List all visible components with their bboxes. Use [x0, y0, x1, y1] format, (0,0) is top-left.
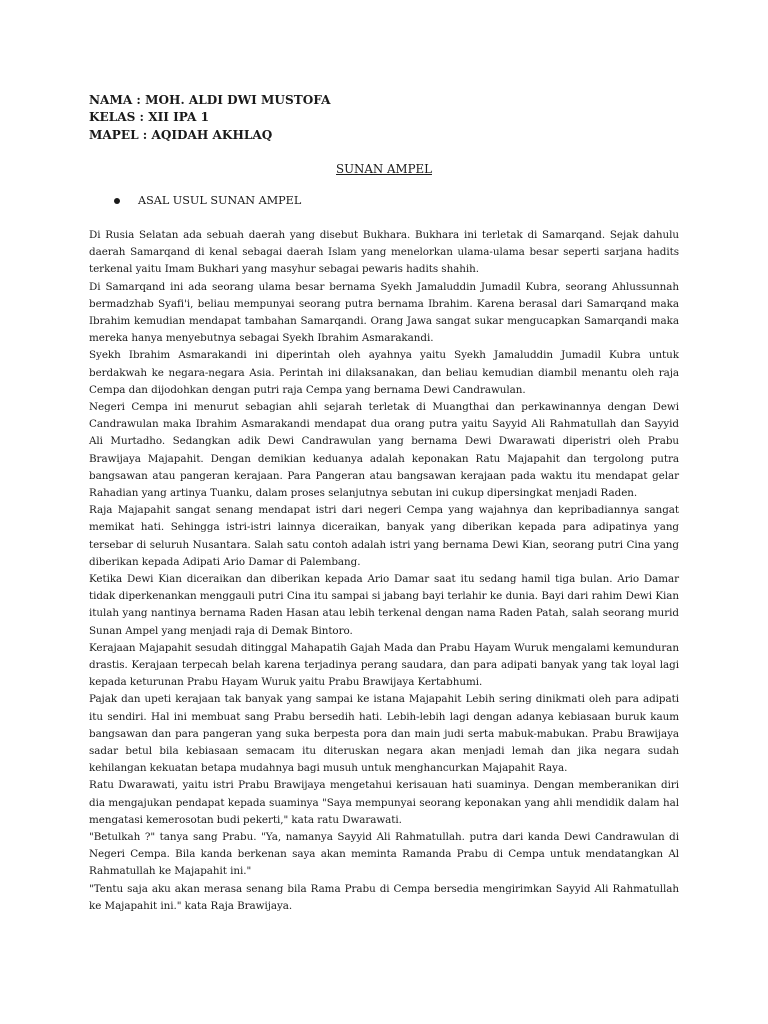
paragraph: Di Rusia Selatan ada sebuah daerah yang disebut Bukhara. Bukhara ini terletak di Samarqand. Sejak dahulu daerah Samarqand di kenal sebagai daerah Islam yang menelorkan ulama-ulama besar seperti sarjana hadits terkenal yaitu Imam Bukhari yang masyhur sebagai pewaris hadits shahih. — [89, 228, 679, 276]
paragraph: "Betulkah ?" tanya sang Prabu. "Ya, namanya Sayyid Ali Rahmatullah. putra dari kanda Dewi Candrawulan di Negeri Cempa. Bila kanda berkenan saya akan meminta Ramanda Prabu di Cempa untuk mendatangkan Al Rahmatullah ke Majapahit ini." — [89, 831, 679, 878]
paragraph: Negeri Cempa ini menurut sebagian ahli sejarah terletak di Muangthai dan perkawinannya dengan Dewi Candrawulan maka Ibrahim Asmarakandi mendapat dua orang putra yaitu Sayyid Ali Rahmatullah dan Sayyid Ali Murtadho. Sedangkan adik Dewi Candrawulan yang bernama Dewi Dwarawati diperistri oleh Prabu Brawijaya Majapahit. Dengan demikian keduanya adalah keponakan Ratu Majapahit dan tergolong putra bangsawan atau pangeran kerajaan. Para Pangeran atau bangsawan kerajaan pada waktu itu mendapat gelar Rahadian yang artinya Tuanku, dalam proses selanjutnya sebutan ini cukup dipersingkat menjadi Raden. — [89, 400, 679, 499]
section-heading: ASAL USUL SUNAN AMPEL — [138, 193, 302, 207]
section-heading-row — [114, 193, 679, 209]
paragraph: Kerajaan Majapahit sesudah ditinggal Mahapatih Gajah Mada dan Prabu Hayam Wuruk mengalami kemunduran drastis. Kerajaan terpecah belah karena terjadinya perang saudara, dan para adipati banyak yang tak loyal lagi kepada keturunan Prabu Hayam Wuruk yaitu Prabu Brawijaya Kertabhumi. — [89, 641, 679, 689]
paragraph: "Tentu saja aku akan merasa senang bila Rama Prabu di Cempa bersedia mengirimkan Sayyid Ali Rahmatullah ke Majapahit ini." kata Raja Brawijaya. — [89, 882, 679, 912]
subject: MAPEL : AQIDAH AKHLAQ — [89, 127, 273, 142]
student-info — [89, 92, 679, 144]
paragraph: Di Samarqand ini ada seorang ulama besar bernama Syekh Jamaluddin Jumadil Kubra, seorang Ahlussunnah bermadzhab Syafi'i, beliau mempunyai seorang putra bernama Ibrahim. Karena berasal dari Samarqand maka Ibrahim kemudian mendapat tambahan Samarqandi. Orang Jawa sangat sukar mengucapkan Samarqandi maka mereka hanya menyebutnya sebagai Syekh Ibrahim Asmarakandi. — [89, 280, 679, 345]
paragraph: Raja Majapahit sangat senang mendapat istri dari negeri Cempa yang wajahnya dan kepribadiannya sangat memikat hati. Sehingga istri-istri lainnya diceraikan, banyak yang diberikan kepada para adipatinya yang tersebar di seluruh Nusantara. Salah satu contoh adalah istri yang bernama Dewi Kian, seorang putri Cina yang diberikan kepada Adipati Ario Damar di Palembang. — [89, 504, 679, 568]
paragraph: Syekh Ibrahim Asmarakandi ini diperintah oleh ayahnya yaitu Syekh Jamaluddin Jumadil Kubra untuk berdakwah ke negara-negara Asia. Perintah ini dilaksanakan, dan beliau kemudian diambil menantu oleh raja Cempa dan dijodohkan dengan putri raja Cempa yang bernama Dewi Candrawulan. — [89, 349, 679, 396]
document-title: SUNAN AMPEL — [336, 161, 432, 176]
paragraph: Ratu Dwarawati, yaitu istri Prabu Brawijaya mengetahui kerisauan hati suaminya. Dengan memberanikan diri dia mengajukan pendapat kepada suaminya "Saya mempunyai seorang keponakan yang ahli mendidik dalam hal mengatasi kemerosotan budi pekerti," kata ratu Dwarawati. — [89, 779, 679, 826]
bullet-icon — [114, 198, 120, 204]
student-class: KELAS : XII IPA 1 — [89, 110, 210, 125]
document-body — [89, 227, 679, 915]
paragraph: Ketika Dewi Kian diceraikan dan diberikan kepada Ario Damar saat itu sedang hamil tiga bulan. Ario Damar tidak diperkenankan menggauli putri Cina itu sampai si jabang bayi terlahir ke dunia. Bayi dari rahim Dewi Kian itulah yang nantinya bernama Raden Hasan atau lebih terkenal dengan nama Raden Patah, salah seorang murid Sunan Ampel yang menjadi raja di Demak Bintoro. — [89, 572, 679, 637]
paragraph: Pajak dan upeti kerajaan tak banyak yang sampai ke istana Majapahit Lebih sering dinikmati oleh para adipati itu sendiri. Hal ini membuat sang Prabu bersedih hati. Lebih-lebih lagi dengan adanya kebiasaan buruk kaum bangsawan dan para pangeran yang suka berpesta pora dan main judi serta mabuk-mabukan. Prabu Brawijaya sadar betul bila kebiasaan semacam itu diteruskan negara akan menjadi lemah dan jika negara sudah kehilangan kekuatan betapa mudahnya bagi musuh untuk menghancurkan Majapahit Raya. — [89, 693, 679, 775]
student-name: NAMA : MOH. ALDI DWI MUSTOFA — [89, 93, 331, 107]
